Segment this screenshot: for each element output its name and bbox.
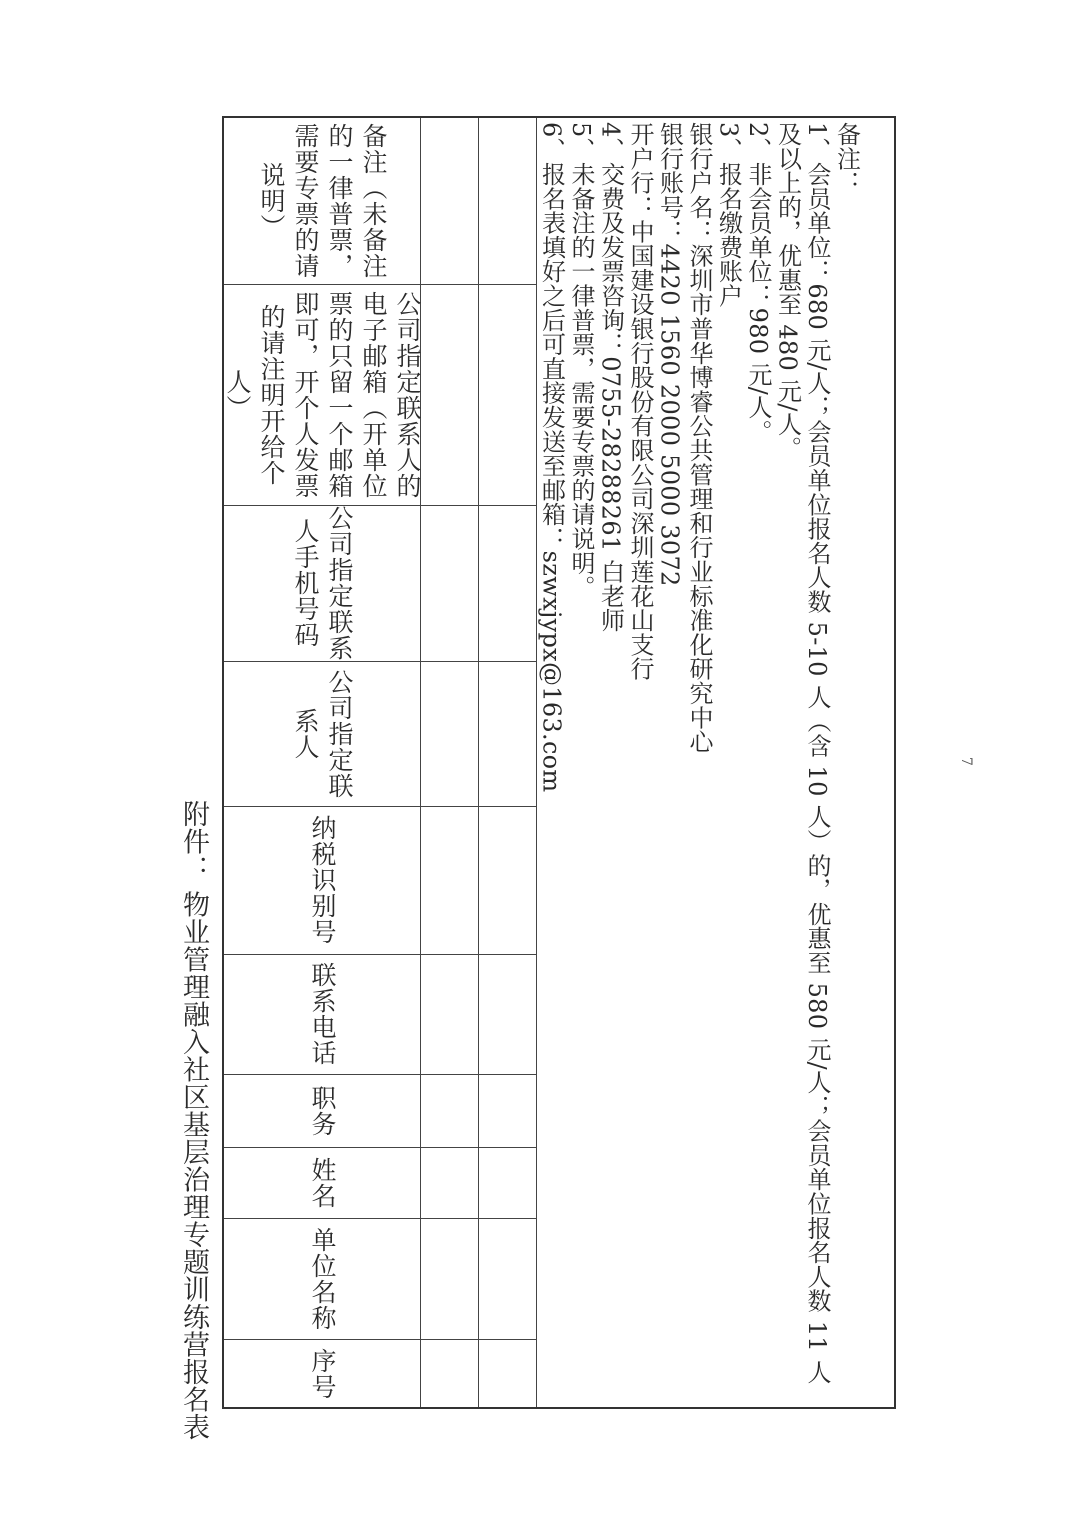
notes-line: 3、报名缴费账户	[714, 122, 743, 308]
notes-line: 开户行：中国建设银行股份有限公司深圳莲花山支行	[626, 122, 654, 681]
notes-line: 6、报名表填好之后可直接发送至邮箱：szwxjypx@163.com	[537, 122, 566, 793]
header-company: 单位名称	[308, 1226, 337, 1331]
header-contact-phone: 公司指定联系人手机号码	[291, 505, 354, 661]
notes-line: 银行户名：深圳市普华博睿公共管理和行业标准化研究中心	[685, 122, 713, 754]
column-divider	[478, 118, 479, 1407]
header-contact-person: 公司指定联系人	[291, 668, 354, 799]
header-position: 职务	[308, 1084, 337, 1137]
header-seq: 序号	[308, 1348, 337, 1400]
notes-line: 银行账号：4420 1560 2000 5000 3072	[655, 122, 684, 587]
header-name: 姓名	[308, 1156, 337, 1209]
header-contact-email: 公司指定联系人的电子邮箱（开单位票的只留一个邮箱即可，开个人发票的请注明开给个人）	[223, 290, 422, 499]
notes-line: 5、未备注的一律普票，需要专票的请说明。	[567, 122, 595, 600]
header-remarks: 备注（未备注的一律普票，需要专票的请说明）	[257, 123, 388, 279]
header-tax-id: 纳税识别号	[308, 815, 337, 945]
notes-line: 及以上的，优惠至 480 元/人。	[773, 122, 802, 461]
header-phone: 联系电话	[308, 962, 337, 1066]
notes-line: 1、会员单位：680 元/人；会员单位报名人数 5-10 人（含 10 人）的，优惠至 580 元/人；会员单位报名人数 11 人	[803, 122, 831, 1385]
page-title	[176, 800, 210, 1441]
notes-line: 2、非会员单位：980 元/人。	[744, 122, 772, 444]
page-number: 7	[958, 757, 974, 766]
notes-section	[536, 122, 861, 1408]
notes-heading: 备注：	[832, 122, 861, 195]
notes-line: 4、交费及发票咨询：0755-28288261 白老师	[596, 122, 625, 633]
title-text: 物业管理融入社区基层治理专题训练营报名表	[178, 890, 209, 1441]
title-label: 附件：	[178, 800, 209, 883]
